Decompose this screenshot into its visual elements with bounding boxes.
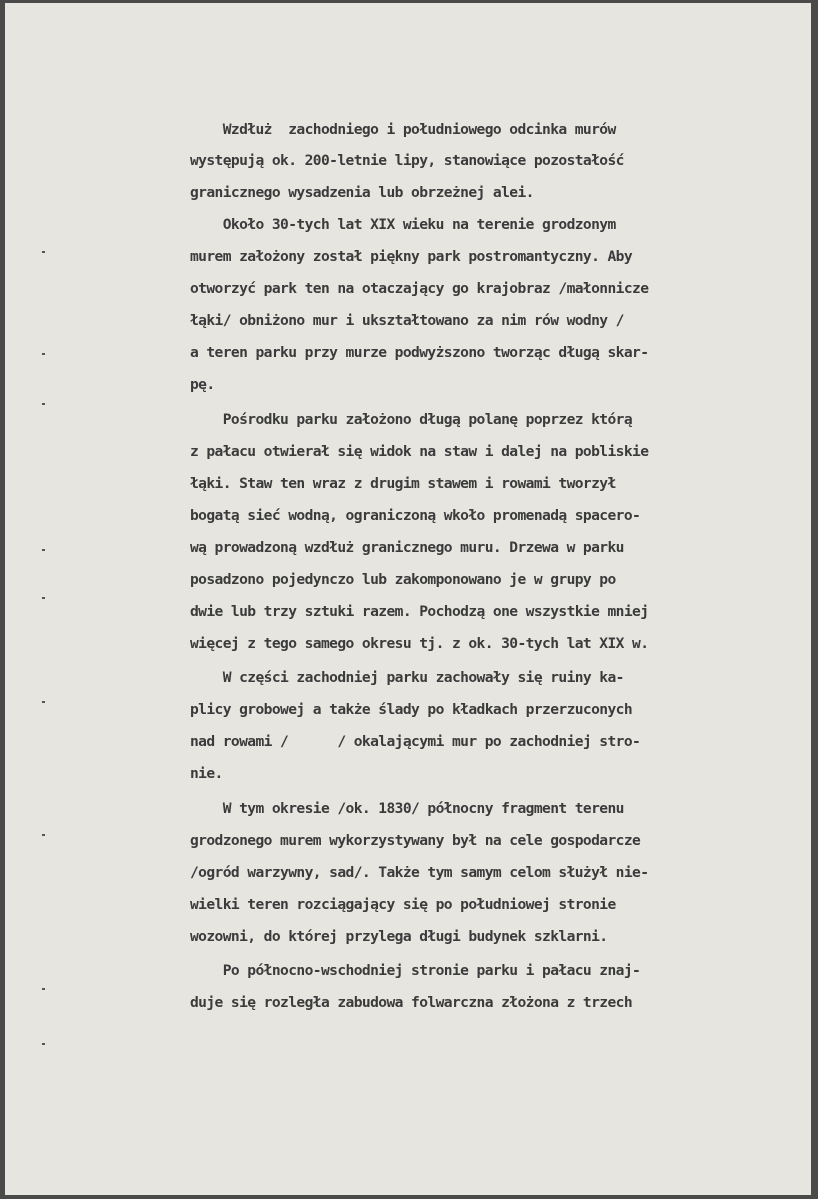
text-line: posadzono pojedynczo lub zakomponowano je w grupy po (190, 571, 616, 588)
margin-mark (42, 834, 45, 836)
text-line: łąki/ obniżono mur i ukształtowano za nim rów wodny / (190, 312, 624, 329)
margin-mark (42, 403, 45, 405)
text-line: Wzdłuż zachodniego i południowego odcinka murów (190, 121, 616, 138)
text-line: więcej z tego samego okresu tj. z ok. 30-tych lat XIX w. (190, 635, 649, 652)
text-line: murem założony został piękny park postromantyczny. Aby (190, 248, 633, 265)
text-line: a teren parku przy murze podwyższono tworząc długą skar- (190, 344, 649, 361)
margin-mark (42, 251, 45, 253)
margin-mark (42, 549, 45, 551)
margin-mark (42, 701, 45, 703)
text-line: W części zachodniej parku zachowały się ruiny ka- (190, 669, 624, 686)
text-line: grodzonego murem wykorzystywany był na cele gospodarcze (190, 832, 641, 849)
text-line: występują ok. 200-letnie lipy, stanowiące pozostałość (190, 152, 624, 169)
text-line: otworzyć park ten na otaczający go krajobraz /małonnicze (190, 280, 649, 297)
text-line: granicznego wysadzenia lub obrzeżnej alei. (190, 184, 534, 201)
text-line: wozowni, do której przylega długi budynek szklarni. (190, 928, 608, 945)
text-line: bogatą sieć wodną, ograniczoną wkoło promenadą spacero- (190, 507, 641, 524)
text-line: Po północno-wschodniej stronie parku i pałacu znaj- (190, 962, 641, 979)
text-line: /ogród warzywny, sad/. Także tym samym celom służył nie- (190, 864, 649, 881)
text-line: dwie lub trzy sztuki razem. Pochodzą one wszystkie mniej (190, 603, 649, 620)
text-line: duje się rozległa zabudowa folwarczna złożona z trzech (190, 994, 633, 1011)
margin-mark (42, 353, 45, 355)
text-line: plicy grobowej a także ślady po kładkach przerzuconych (190, 701, 633, 718)
text-line: W tym okresie /ok. 1830/ północny fragment terenu (190, 800, 624, 817)
text-line: Około 30-tych lat XIX wieku na terenie grodzonym (190, 216, 616, 233)
text-line: wą prowadzoną wzdłuż granicznego muru. Drzewa w parku (190, 539, 624, 556)
margin-mark (42, 988, 45, 990)
text-line: nad rowami / / okalającymi mur po zachodniej stro- (190, 733, 641, 750)
text-line: pę. (190, 376, 215, 393)
document-page (5, 3, 811, 1195)
text-line: wielki teren rozciągający się po południowej stronie (190, 896, 616, 913)
text-line: Pośrodku parku założono długą polanę poprzez którą (190, 411, 633, 428)
margin-mark (42, 597, 45, 599)
text-line: nie. (190, 765, 223, 782)
text-line: łąki. Staw ten wraz z drugim stawem i rowami tworzył (190, 475, 616, 492)
text-line: z pałacu otwierał się widok na staw i dalej na pobliskie (190, 443, 649, 460)
margin-mark (42, 1043, 45, 1045)
